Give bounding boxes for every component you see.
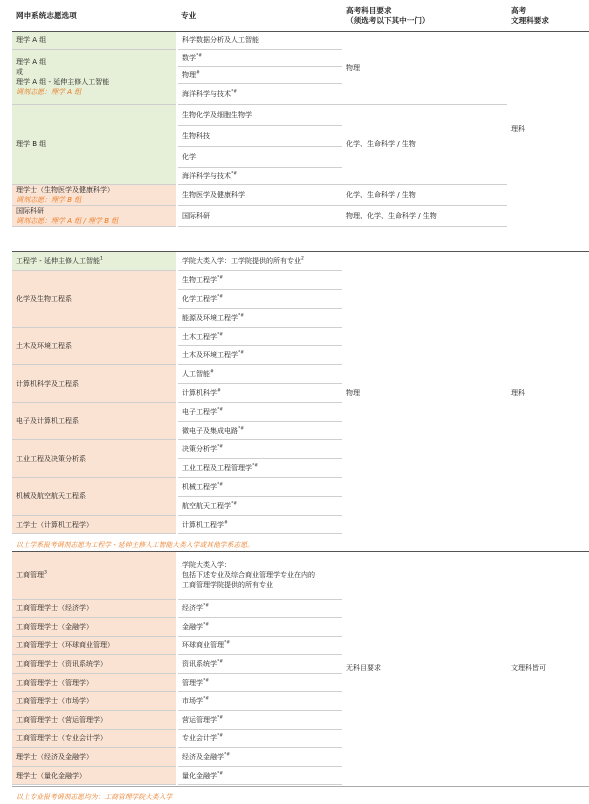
- major-name: 化学: [182, 152, 196, 161]
- program-cell: [12, 552, 177, 599]
- business-end-rule: [12, 786, 589, 787]
- program-name: 工商管理学士（资讯系统学）: [16, 660, 107, 669]
- subject-cell: [342, 552, 507, 785]
- major-cell: [177, 515, 342, 534]
- program-cell: [12, 104, 177, 184]
- major-name: 工商管理学院提供的所有专业: [182, 581, 273, 590]
- major-cell: [177, 167, 342, 184]
- stream-requirement: 理科: [511, 125, 525, 133]
- major-name: 物理: [182, 70, 196, 79]
- major-footnote: *#: [238, 351, 245, 357]
- major-name: 生物化学及细胞生物学: [182, 110, 252, 119]
- major-footnote: *#: [196, 53, 203, 59]
- major-cell: [177, 49, 342, 66]
- major-cell: [177, 552, 342, 599]
- major-cell: [177, 692, 342, 711]
- program-cell: [12, 766, 177, 785]
- major-footnote: *#: [231, 171, 238, 177]
- major-cell: [177, 205, 342, 226]
- program-name: 工业工程及决策分析系: [16, 454, 86, 463]
- program-name: 土木及环境工程系: [16, 341, 72, 350]
- subject-requirement: 物理: [346, 63, 360, 72]
- major-name: 计算机工程学: [182, 520, 224, 529]
- major-cell: [177, 459, 342, 478]
- major-footnote: *#: [224, 641, 231, 647]
- subject-cell: [342, 205, 507, 226]
- major-name: 包括下述专业及综合商业管理学专业在内的: [182, 571, 315, 580]
- major-name: 市场学: [182, 697, 203, 706]
- program-name: 工程学 - 延伸主修人工智能: [16, 257, 100, 266]
- program-name: 工商管理学士（经济学）: [16, 604, 93, 613]
- program-cell: [12, 618, 177, 637]
- major-name: 工业工程及工程管理学: [182, 464, 252, 473]
- program-cell: [12, 673, 177, 692]
- major-cell: [177, 618, 342, 637]
- major-cell: [177, 365, 342, 384]
- major-footnote: *#: [217, 482, 224, 488]
- engineering-table: [12, 252, 589, 534]
- stream-requirement: 文理科皆可: [511, 664, 546, 673]
- major-footnote: *#: [231, 89, 238, 95]
- program-name: 电子及计算机工程系: [16, 417, 79, 426]
- table-header: [0, 0, 589, 32]
- program-footnote: 1: [99, 256, 103, 262]
- major-name: 海洋科学与技术: [182, 171, 231, 180]
- major-footnote: *#: [224, 752, 231, 758]
- program-cell: [12, 205, 177, 226]
- major-footnote: *#: [217, 445, 224, 451]
- program-cell: [12, 478, 177, 516]
- program-cell: [12, 365, 177, 403]
- major-footnote: #: [196, 70, 200, 76]
- major-name: 营运管理学: [182, 715, 217, 724]
- major-footnote: *#: [217, 294, 224, 300]
- table-row: [12, 32, 589, 49]
- major-name: 学院大类入学：工学院提供的所有专业: [182, 257, 301, 266]
- major-footnote: *#: [217, 659, 224, 665]
- subject-cell: [342, 184, 507, 205]
- major-footnote: *#: [203, 603, 210, 609]
- subject-requirement: 化学、生命科学 / 生物: [346, 190, 416, 199]
- major-cell: [177, 271, 342, 290]
- major-name: 土木及环境工程学: [182, 351, 238, 360]
- subject-cell: [342, 32, 507, 104]
- table-row: [12, 552, 589, 599]
- table-row: [12, 104, 589, 125]
- program-name: 理学 A 组 - 延伸主修人工智能: [16, 77, 110, 86]
- program-name: 工商管理学士（金融学）: [16, 622, 93, 631]
- major-name: 科学数据分析及人工智能: [182, 36, 259, 45]
- program-name: 理学士（量化金融学）: [16, 771, 86, 780]
- major-footnote: *#: [231, 501, 238, 507]
- subject-requirement: 化学、生命科学 / 生物: [346, 140, 416, 148]
- major-cell: [177, 673, 342, 692]
- major-cell: [177, 478, 342, 497]
- major-cell: [177, 729, 342, 748]
- major-name: 微电子及集成电路: [182, 426, 238, 435]
- major-footnote: *#: [238, 313, 245, 319]
- program-cell: [12, 271, 177, 327]
- major-cell: [177, 748, 342, 767]
- stream-requirement: 理科: [511, 388, 525, 397]
- program-name: 国际科研: [16, 206, 44, 215]
- major-name: 生物科技: [182, 131, 210, 140]
- major-name: 机械工程学: [182, 482, 217, 491]
- major-cell: [177, 496, 342, 515]
- business-note: 以上专业报考调剂志愿均为：工商管理学院大类入学: [16, 793, 173, 801]
- major-cell: [177, 125, 342, 146]
- major-cell: [177, 421, 342, 440]
- program-name: 工商管理学士（专业会计学）: [16, 734, 107, 743]
- program-cell: [12, 402, 177, 440]
- major-name: 航空航天工程学: [182, 501, 231, 510]
- major-name: 化学工程学: [182, 294, 217, 303]
- major-cell: [177, 252, 342, 271]
- major-cell: [177, 599, 342, 618]
- major-footnote: *#: [203, 678, 210, 684]
- major-footnote: *#: [217, 275, 224, 281]
- major-name: 海洋科学与技术: [182, 89, 231, 98]
- header-program: 网申系统志愿选项: [16, 11, 77, 20]
- major-name: 计算机科学: [182, 388, 217, 397]
- major-footnote: #: [224, 520, 228, 526]
- major-cell: [177, 440, 342, 459]
- major-name: 生物医学及健康科学: [182, 190, 245, 199]
- major-name: 国际科研: [182, 211, 210, 220]
- program-name: 机械及航空航天工程系: [16, 492, 86, 501]
- header-subject: 高考科目要求: [346, 6, 392, 15]
- major-footnote: *#: [217, 407, 224, 413]
- program-cell: [12, 692, 177, 711]
- program-cell: [12, 599, 177, 618]
- major-name: 学院大类入学：: [182, 561, 231, 570]
- major-footnote: *#: [203, 622, 210, 628]
- major-name: 环球商业管理: [182, 641, 224, 650]
- program-cell: [12, 440, 177, 478]
- program-cell: [12, 327, 177, 365]
- major-name: 经济及金融学: [182, 753, 224, 762]
- program-name: 计算机科学及工程系: [16, 379, 79, 388]
- major-name: 金融学: [182, 622, 203, 631]
- program-name: 工商管理学士（管理学）: [16, 678, 93, 687]
- major-name: 电子工程学: [182, 407, 217, 416]
- program-cell: [12, 748, 177, 767]
- subject-cell: [342, 104, 507, 184]
- program-footnote: 3: [44, 570, 47, 576]
- major-cell: [177, 655, 342, 674]
- major-cell: [177, 636, 342, 655]
- program-cell: [12, 655, 177, 674]
- program-name: 工商管理学士（环球商业管理）: [16, 641, 114, 650]
- subject-requirement: 无科目要求: [346, 664, 381, 673]
- business-table: [12, 552, 589, 785]
- program-cell: [12, 711, 177, 730]
- major-name: 量化金融学: [182, 771, 217, 780]
- major-name: 资讯系统学: [182, 660, 217, 669]
- major-cell: [177, 308, 342, 327]
- major-cell: [177, 104, 342, 125]
- major-name: 土木工程学: [182, 332, 217, 341]
- program-name: 理学士（经济及金融学）: [16, 753, 93, 762]
- program-cell: [12, 729, 177, 748]
- program-name: 或: [16, 67, 23, 76]
- program-cell: [12, 515, 177, 534]
- major-footnote: #: [210, 369, 214, 375]
- major-name: 能源及环境工程学: [182, 313, 238, 322]
- major-cell: [177, 83, 342, 104]
- major-cell: [177, 711, 342, 730]
- major-cell: [177, 32, 342, 49]
- major-footnote: *#: [203, 696, 210, 702]
- header-subject-sub: （须选考以下其中一门）: [346, 16, 430, 25]
- program-name: 理学 A 组: [16, 57, 47, 66]
- major-footnote: *#: [217, 715, 224, 721]
- major-name: 生物工程学: [182, 276, 217, 285]
- table-row: [12, 205, 589, 226]
- major-footnote: *#: [217, 332, 224, 338]
- major-cell: [177, 384, 342, 403]
- major-cell: [177, 146, 342, 167]
- major-name: 决策分析学: [182, 445, 217, 454]
- program-cell: [12, 49, 177, 104]
- program-cell: [12, 32, 177, 49]
- subject-requirement: 物理、化学、生命科学 / 生物: [346, 211, 437, 220]
- program-cell: [12, 252, 177, 271]
- stream-cell: [507, 252, 589, 534]
- header-stream: 高考: [511, 6, 527, 15]
- major-cell: [177, 66, 342, 83]
- major-footnote: 2: [301, 256, 304, 262]
- science-table: [12, 32, 589, 227]
- major-name: 数学: [182, 53, 196, 62]
- major-footnote: #: [217, 388, 221, 394]
- table-row: [12, 184, 589, 205]
- header-major: 专业: [181, 11, 197, 20]
- stream-cell: [507, 552, 589, 785]
- subject-cell: [342, 252, 507, 534]
- major-cell: [177, 766, 342, 785]
- alt-choice: 调剂志愿：理学 A 组: [16, 87, 82, 96]
- program-name: 理学 A 组: [16, 36, 47, 45]
- major-cell: [177, 184, 342, 205]
- program-cell: [12, 636, 177, 655]
- major-cell: [177, 327, 342, 346]
- major-footnote: *#: [217, 734, 224, 740]
- alt-choice: 调剂志愿：理学 A 组 / 理学 B 组: [16, 216, 119, 225]
- major-footnote: *#: [252, 463, 259, 469]
- header-stream-sub: 文理科要求: [511, 16, 549, 25]
- program-cell: [12, 184, 177, 205]
- major-cell: [177, 290, 342, 309]
- major-cell: [177, 346, 342, 365]
- program-name: 理学 B 组: [16, 140, 47, 148]
- alt-choice: 调剂志愿：理学 B 组: [16, 195, 82, 204]
- program-name: 工学士（计算机工程学）: [16, 520, 93, 529]
- major-cell: [177, 402, 342, 421]
- subject-requirement: 物理: [346, 388, 360, 397]
- major-name: 管理学: [182, 678, 203, 687]
- major-name: 专业会计学: [182, 734, 217, 743]
- engineering-note: 以上学系报考调剂志愿为工程学 - 延伸主修人工智能大类入学或其他学系志愿。: [16, 541, 254, 549]
- major-name: 经济学: [182, 604, 203, 613]
- major-footnote: *#: [217, 771, 224, 777]
- major-name: 人工智能: [182, 370, 210, 379]
- major-footnote: *#: [238, 426, 245, 432]
- program-name: 工商管理学士（营运管理学）: [16, 715, 107, 724]
- program-name: 工商管理学士（市场学）: [16, 697, 93, 706]
- program-name: 工商管理: [16, 571, 44, 580]
- table-row: [12, 252, 589, 271]
- program-name: 化学及生物工程系: [16, 294, 72, 303]
- stream-cell: [507, 32, 589, 226]
- program-name: 理学士（生物医学及健康科学）: [16, 185, 114, 194]
